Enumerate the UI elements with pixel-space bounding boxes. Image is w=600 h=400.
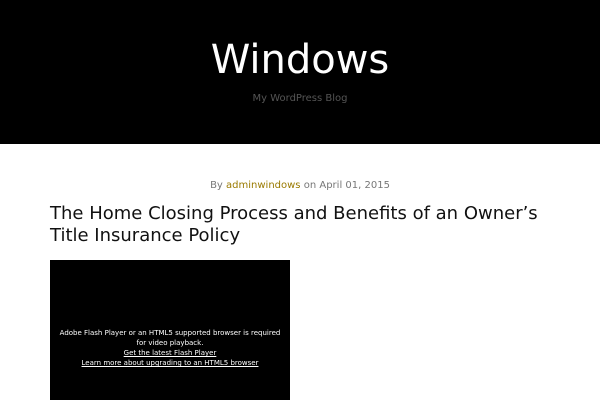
site-title-link[interactable]: Windows <box>210 37 390 83</box>
post-meta-on: on <box>303 180 317 191</box>
flash-player-link[interactable]: Get the latest Flash Player <box>123 349 217 357</box>
post-date: April 01, 2015 <box>319 180 390 191</box>
author-link[interactable]: adminwindows <box>226 180 301 191</box>
video-player[interactable] <box>50 260 290 400</box>
site-tagline: My WordPress Blog <box>252 93 348 104</box>
html5-browser-link[interactable]: Learn more about upgrading to an HTML5 browser <box>81 359 259 367</box>
site-header <box>0 0 600 144</box>
video-fallback-text: Adobe Flash Player or an HTML5 supported browser is required for video playback. <box>59 329 281 347</box>
post-title[interactable]: The Home Closing Process and Benefits of an Owner’s Title Insurance Policy <box>50 203 538 246</box>
post-meta-by: By <box>210 180 223 191</box>
video-fallback-message <box>56 328 284 368</box>
post-meta <box>0 180 600 192</box>
